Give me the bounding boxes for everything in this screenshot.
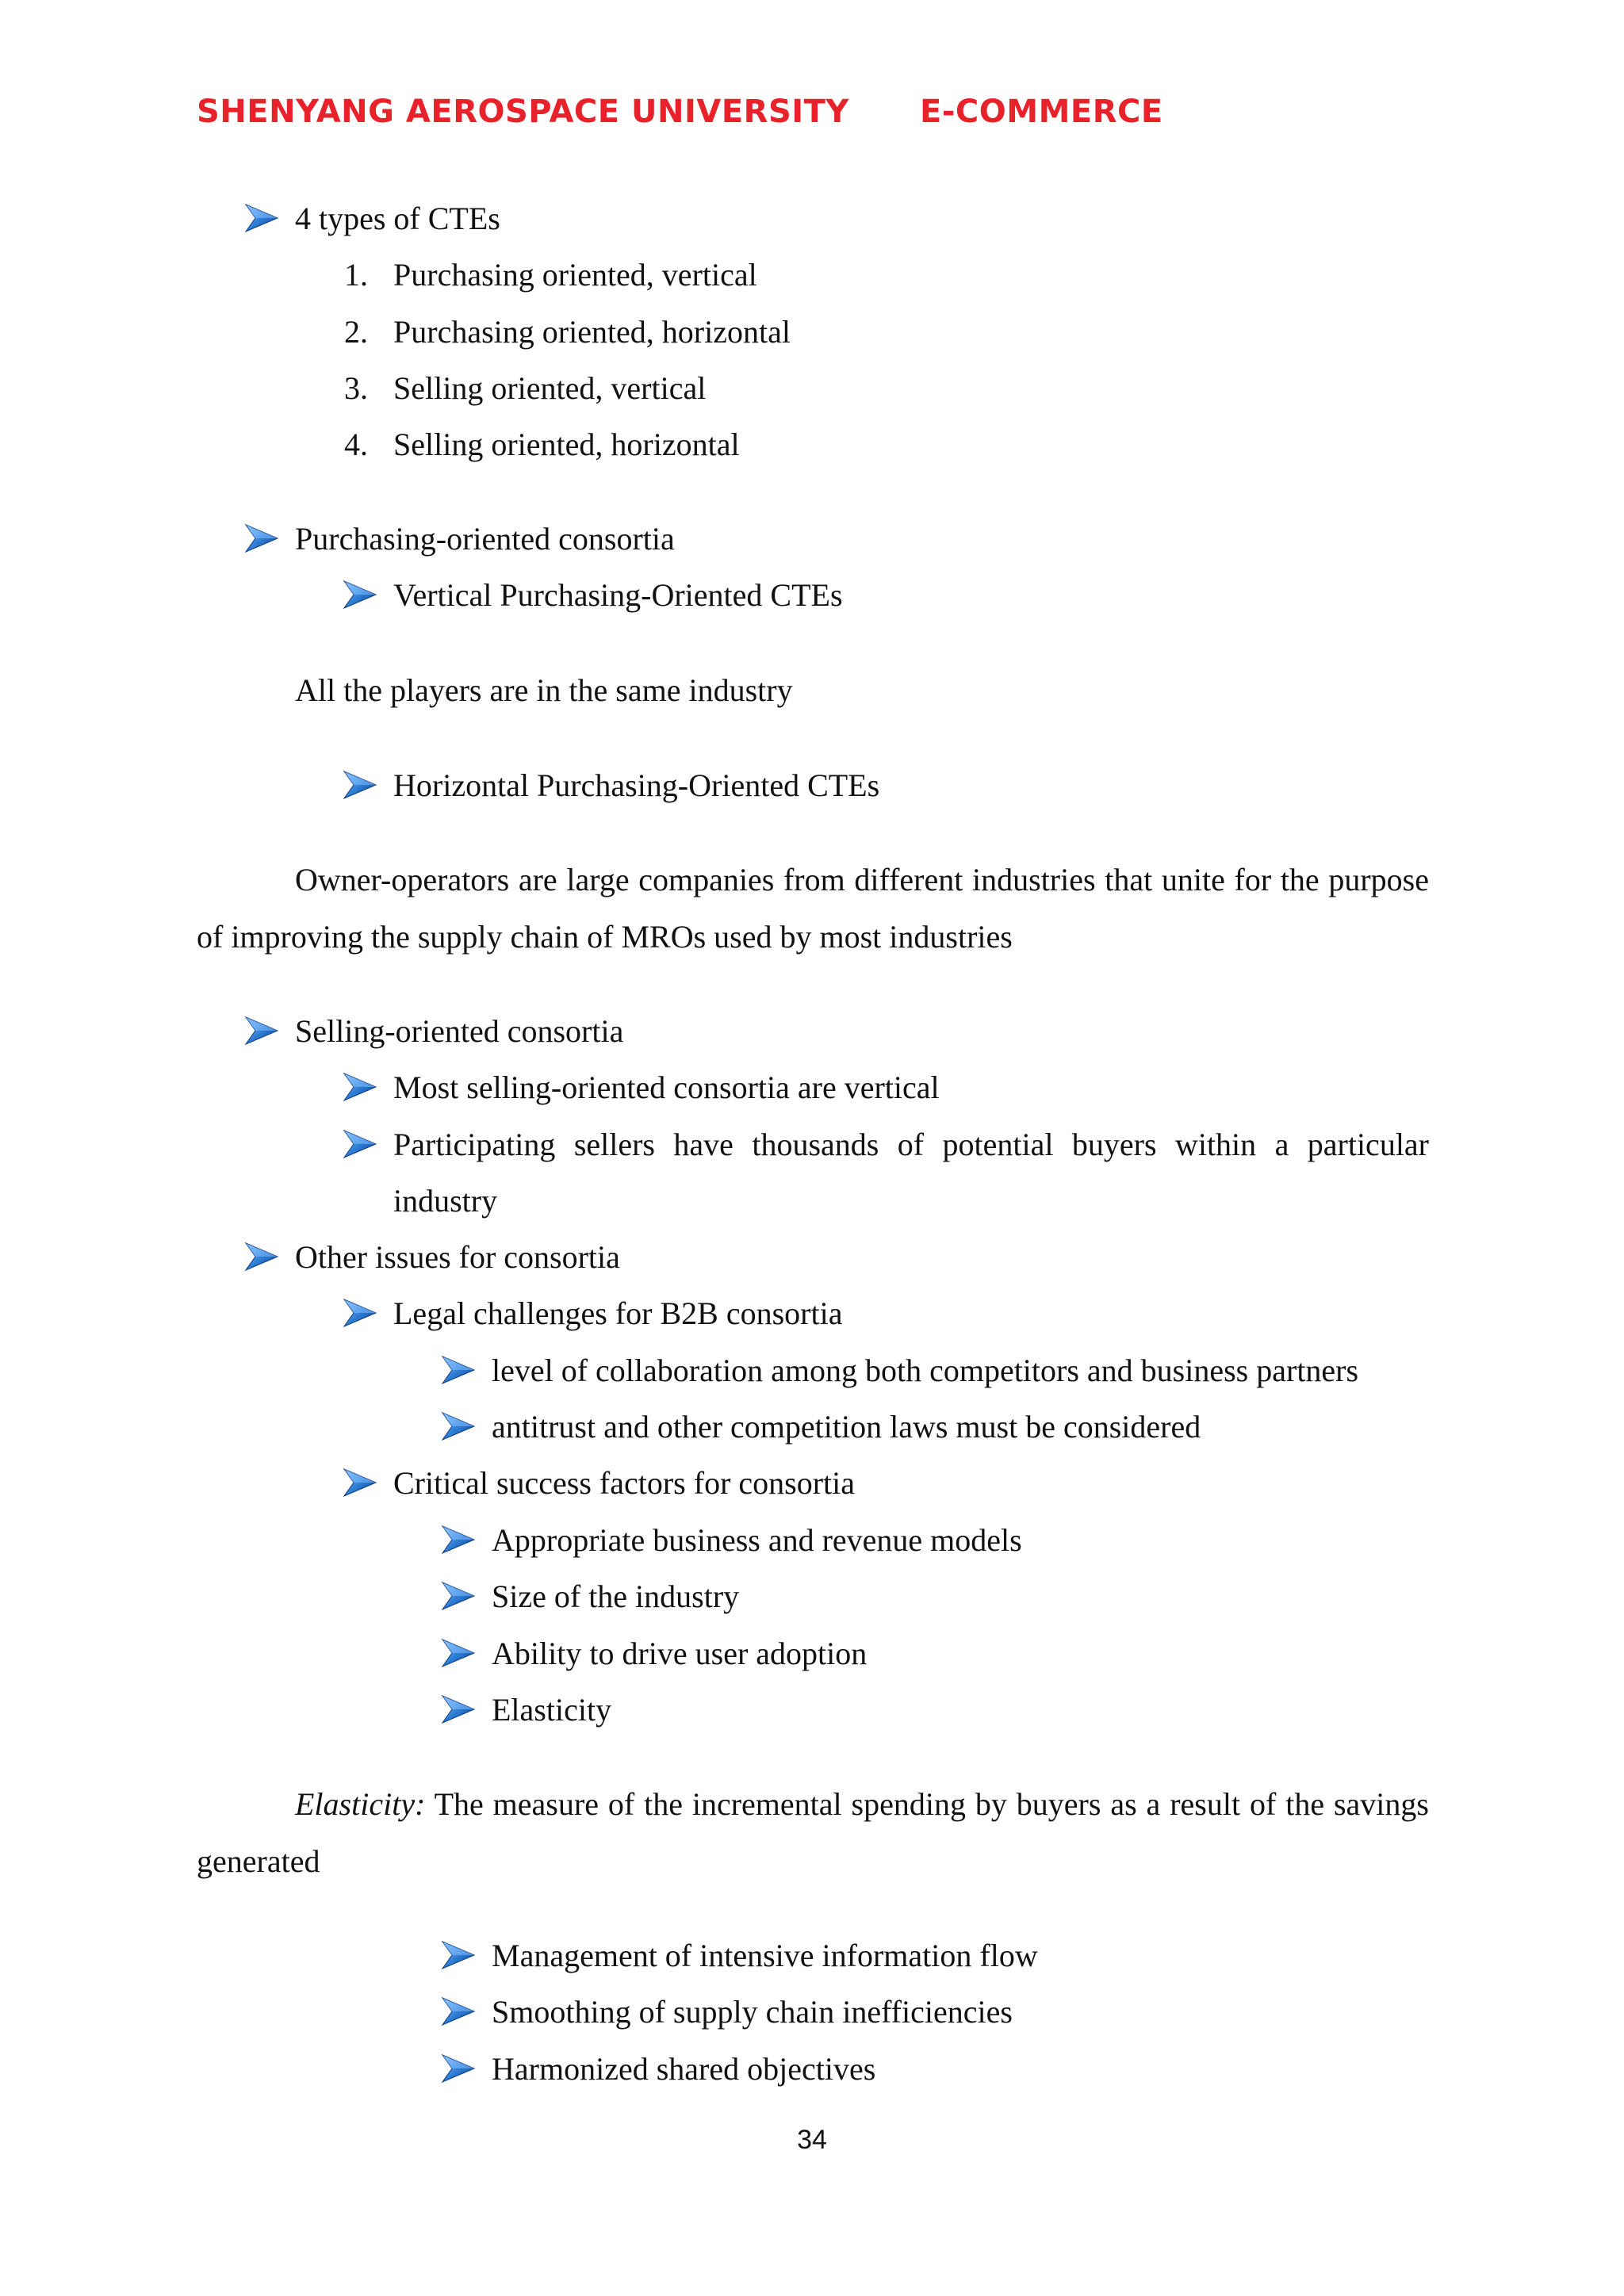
arrow-bullet-icon — [441, 1525, 476, 1555]
arrow-bullet-icon — [343, 1129, 377, 1159]
selling-subitem-continued: industry — [393, 1183, 498, 1219]
selling-heading: Selling-oriented consortia — [295, 1013, 624, 1049]
list-item: Purchasing oriented, vertical — [393, 257, 757, 293]
vertical-purchasing-item: Vertical Purchasing-Oriented CTEs — [393, 577, 843, 613]
arrow-bullet-icon — [441, 1411, 476, 1441]
list-item: Purchasing oriented, horizontal — [393, 314, 791, 350]
legal-item: level of collaboration among both competitors and business partners — [492, 1353, 1359, 1388]
list-item: Smoothing of supply chain inefficiencies — [492, 1994, 1013, 2030]
list-number: 2. — [344, 314, 368, 350]
list-item: Management of intensive information flow — [492, 1938, 1038, 1973]
legal-item: antitrust and other competition laws must be considered — [492, 1409, 1201, 1445]
arrow-bullet-icon — [343, 580, 377, 610]
arrow-bullet-icon — [343, 1468, 377, 1498]
arrow-bullet-icon — [441, 1581, 476, 1611]
cte-types-heading: 4 types of CTEs — [295, 201, 500, 236]
arrow-bullet-icon — [441, 1355, 476, 1385]
arrow-bullet-icon — [441, 1996, 476, 2026]
list-item: Selling oriented, horizontal — [393, 427, 740, 462]
csf-item: Appropriate business and revenue models — [492, 1522, 1022, 1558]
selling-subitem: Participating sellers have thousands of potential buyers within a particular — [393, 1127, 1429, 1162]
arrow-bullet-icon — [244, 203, 279, 233]
list-number: 1. — [344, 257, 368, 293]
selling-subitem: Most selling-oriented consortia are vertical — [393, 1070, 940, 1105]
csf-item: Elasticity — [492, 1692, 612, 1728]
csf-item: Size of the industry — [492, 1578, 740, 1614]
elasticity-term: Elasticity: — [295, 1786, 426, 1822]
arrow-bullet-icon — [244, 1242, 279, 1272]
list-item: Harmonized shared objectives — [492, 2051, 876, 2087]
list-item: Selling oriented, vertical — [393, 370, 707, 406]
arrow-bullet-icon — [441, 1694, 476, 1724]
arrow-bullet-icon — [343, 770, 377, 800]
legal-heading: Legal challenges for B2B consortia — [393, 1295, 843, 1331]
horizontal-purchasing-item: Horizontal Purchasing-Oriented CTEs — [393, 767, 880, 803]
arrow-bullet-icon — [441, 2053, 476, 2084]
arrow-bullet-icon — [343, 1072, 377, 1102]
owner-operators-paragraph: Owner-operators are large companies from different industries that unite for the purpose of improving the supply chain of MROs used by most industries — [197, 862, 1429, 955]
arrow-bullet-icon — [441, 1638, 476, 1668]
arrow-bullet-icon — [343, 1298, 377, 1328]
arrow-bullet-icon — [441, 1940, 476, 1970]
csf-item: Ability to drive user adoption — [492, 1636, 868, 1671]
page-number: 34 — [797, 2125, 827, 2155]
arrow-bullet-icon — [244, 523, 279, 553]
header-course: E-COMMERCE — [920, 94, 1163, 130]
purchasing-heading: Purchasing-oriented consortia — [295, 521, 675, 557]
list-number: 4. — [344, 427, 368, 462]
arrow-bullet-icon — [244, 1016, 279, 1046]
other-issues-heading: Other issues for consortia — [295, 1239, 620, 1275]
list-number: 3. — [344, 370, 368, 406]
header-university: SHENYANG AEROSPACE UNIVERSITY — [197, 94, 849, 130]
vertical-note: All the players are in the same industry — [295, 672, 793, 708]
elasticity-paragraph: Elasticity: The measure of the incremental spending by buyers as a result of the savings generated — [197, 1786, 1429, 1879]
csf-heading: Critical success factors for consortia — [393, 1465, 856, 1501]
